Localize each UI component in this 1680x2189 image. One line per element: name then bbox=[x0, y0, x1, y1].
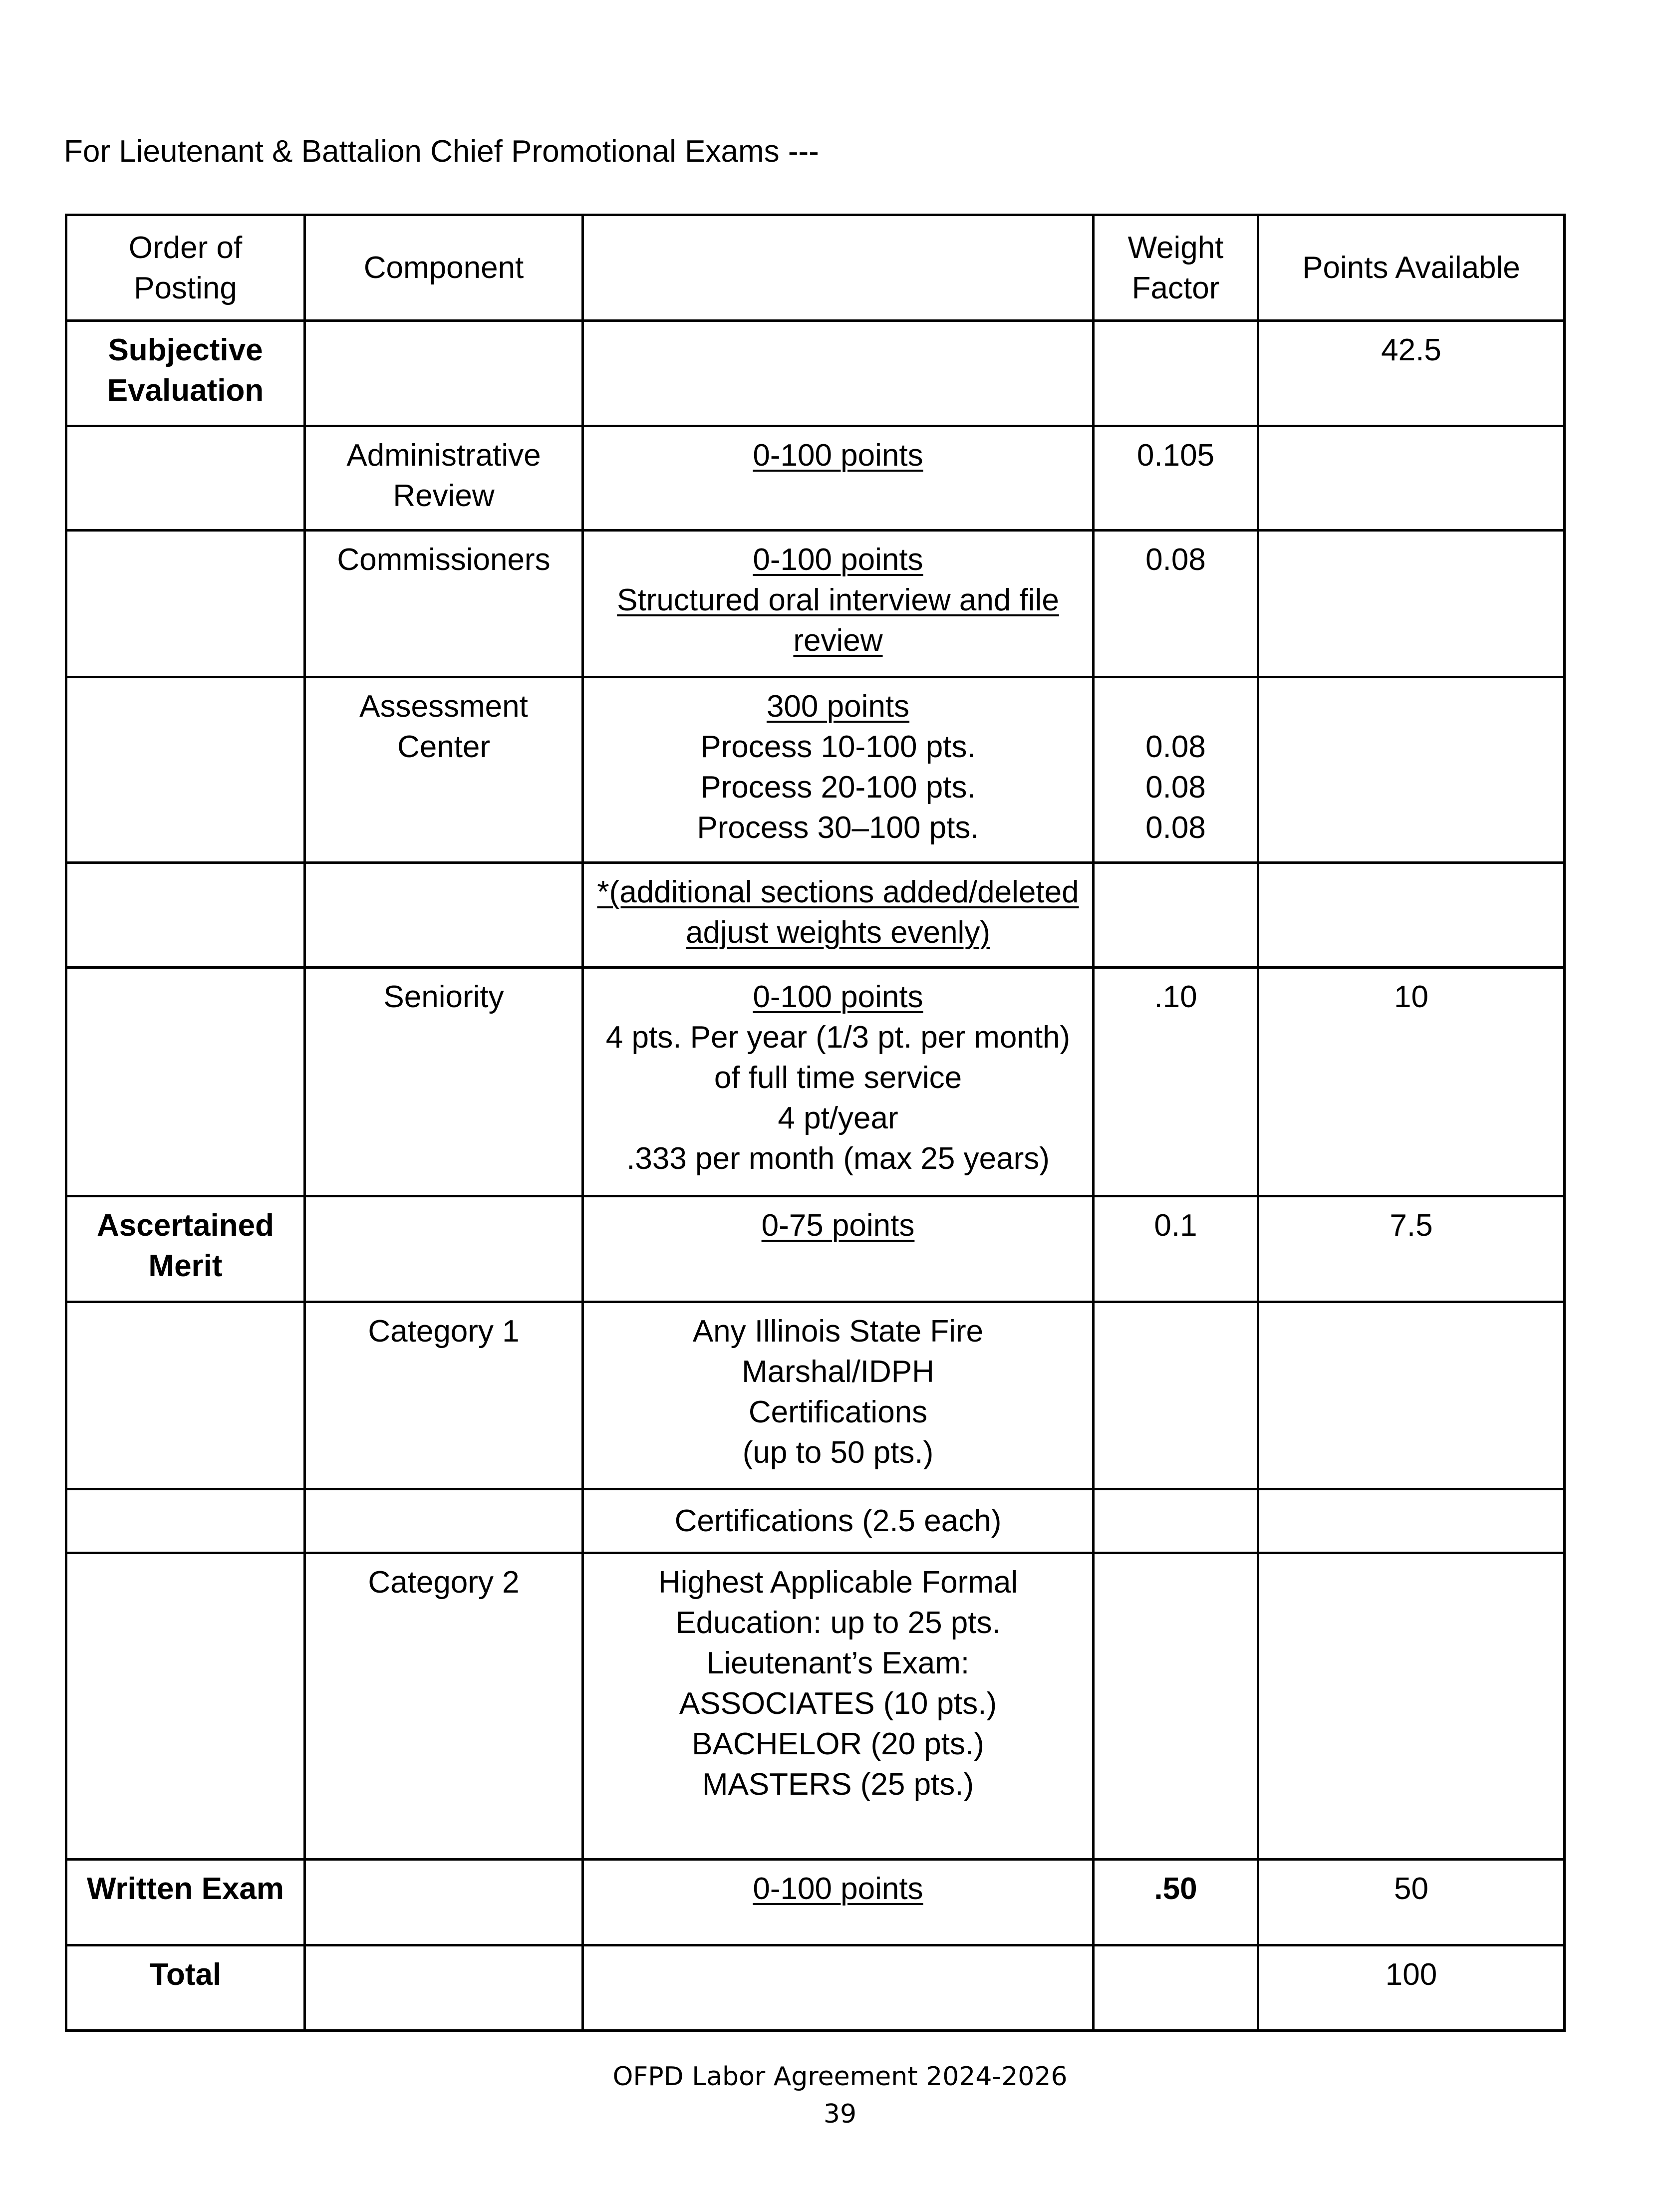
component-cell: Commissioners bbox=[305, 531, 583, 677]
order-cell: Written Exam bbox=[66, 1860, 305, 1945]
table-row-written-exam bbox=[66, 1860, 1565, 1945]
header-points-available: Points Available bbox=[1258, 215, 1565, 321]
weight-cell: 0.08 0.08 0.08 bbox=[1094, 677, 1258, 863]
description-cell: Certifications (2.5 each) bbox=[583, 1489, 1094, 1553]
component-cell: Category 1 bbox=[305, 1302, 583, 1489]
table-row-category-2 bbox=[66, 1553, 1565, 1860]
table-row-commissioners bbox=[66, 531, 1565, 677]
order-cell bbox=[66, 1553, 305, 1860]
description-cell bbox=[583, 1945, 1094, 2031]
description-cell: Highest Applicable Formal Education: up to 25 pts. Lieutenant’s Exam: ASSOCIATES (10 pts.) BACHELOR (20 pts.) MASTERS (25 pts.) bbox=[583, 1553, 1094, 1860]
order-cell bbox=[66, 677, 305, 863]
order-cell bbox=[66, 1489, 305, 1553]
table-row-seniority bbox=[66, 968, 1565, 1196]
component-cell bbox=[305, 863, 583, 968]
description-cell: Any Illinois State Fire Marshal/IDPH Certifications (up to 50 pts.) bbox=[583, 1302, 1094, 1489]
weight-cell bbox=[1094, 1553, 1258, 1860]
points-cell: 50 bbox=[1258, 1860, 1565, 1945]
table-row-subjective-evaluation bbox=[66, 321, 1565, 426]
component-cell bbox=[305, 1945, 583, 2031]
table-row-ascertained-merit bbox=[66, 1196, 1565, 1302]
order-cell bbox=[66, 1302, 305, 1489]
points-cell: 100 bbox=[1258, 1945, 1565, 2031]
weight-cell bbox=[1094, 321, 1258, 426]
page-number: 39 bbox=[823, 2099, 857, 2129]
header-weight-factor: Weight Factor bbox=[1094, 215, 1258, 321]
weight-cell bbox=[1094, 1945, 1258, 2031]
header-component: Component bbox=[305, 215, 583, 321]
table-header-row bbox=[66, 215, 1565, 321]
weight-cell: .10 bbox=[1094, 968, 1258, 1196]
points-cell bbox=[1258, 1302, 1565, 1489]
order-cell bbox=[66, 426, 305, 531]
weight-cell bbox=[1094, 1489, 1258, 1553]
points-cell: 10 bbox=[1258, 968, 1565, 1196]
weight-cell: 0.1 bbox=[1094, 1196, 1258, 1302]
points-cell: 7.5 bbox=[1258, 1196, 1565, 1302]
description-cell: 0-100 points Structured oral interview and file review bbox=[583, 531, 1094, 677]
page-heading: For Lieutenant & Battalion Chief Promotional Exams --- bbox=[64, 134, 819, 169]
points-cell bbox=[1258, 677, 1565, 863]
points-cell bbox=[1258, 1489, 1565, 1553]
header-description bbox=[583, 215, 1094, 321]
points-cell bbox=[1258, 426, 1565, 531]
order-cell: Total bbox=[66, 1945, 305, 2031]
weight-cell: .50 bbox=[1094, 1860, 1258, 1945]
description-cell: 0-100 points 4 pts. Per year (1/3 pt. per month) of full time service 4 pt/year .333 per month (max 25 years) bbox=[583, 968, 1094, 1196]
component-cell: Category 2 bbox=[305, 1553, 583, 1860]
order-cell bbox=[66, 531, 305, 677]
points-cell bbox=[1258, 531, 1565, 677]
description-cell bbox=[583, 321, 1094, 426]
order-cell bbox=[66, 968, 305, 1196]
table-row-additional-sections bbox=[66, 863, 1565, 968]
weight-cell bbox=[1094, 863, 1258, 968]
component-cell bbox=[305, 1489, 583, 1553]
component-cell bbox=[305, 321, 583, 426]
description-cell: 0-100 points bbox=[583, 1860, 1094, 1945]
points-cell bbox=[1258, 863, 1565, 968]
header-order-of-posting: Order of Posting bbox=[66, 215, 305, 321]
table-row-category-1 bbox=[66, 1302, 1565, 1489]
description-cell: 300 points Process 10-100 pts. Process 20-100 pts. Process 30–100 pts. bbox=[583, 677, 1094, 863]
promotional-exam-table bbox=[65, 214, 1566, 2032]
order-cell bbox=[66, 863, 305, 968]
component-cell bbox=[305, 1860, 583, 1945]
description-cell: 0-100 points bbox=[583, 426, 1094, 531]
component-cell: Assessment Center bbox=[305, 677, 583, 863]
order-cell: Ascertained Merit bbox=[66, 1196, 305, 1302]
table-row-assessment-center bbox=[66, 677, 1565, 863]
weight-cell: 0.08 bbox=[1094, 531, 1258, 677]
component-cell: Administrative Review bbox=[305, 426, 583, 531]
component-cell: Seniority bbox=[305, 968, 583, 1196]
points-cell bbox=[1258, 1553, 1565, 1860]
table-row-total bbox=[66, 1945, 1565, 2031]
component-cell bbox=[305, 1196, 583, 1302]
weight-cell bbox=[1094, 1302, 1258, 1489]
description-cell: *(additional sections added/deleted adjust weights evenly) bbox=[583, 863, 1094, 968]
table-row-certifications bbox=[66, 1489, 1565, 1553]
weight-cell: 0.105 bbox=[1094, 426, 1258, 531]
order-cell: Subjective Evaluation bbox=[66, 321, 305, 426]
description-cell: 0-75 points bbox=[583, 1196, 1094, 1302]
footer-title: OFPD Labor Agreement 2024-2026 bbox=[612, 2062, 1068, 2092]
table-row-administrative-review bbox=[66, 426, 1565, 531]
points-cell: 42.5 bbox=[1258, 321, 1565, 426]
